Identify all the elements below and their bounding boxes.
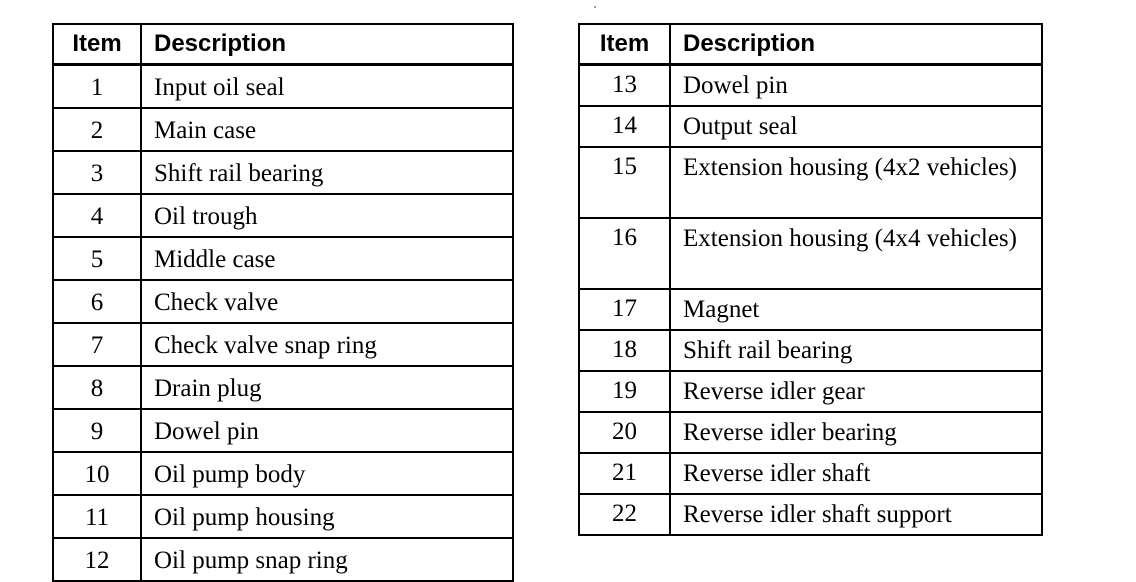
item-number: 16 [579,218,670,289]
item-description: Extension housing (4x2 vehicles) [670,147,1042,218]
item-description: Input oil seal [141,65,513,109]
table-row [53,65,513,109]
item-description: Middle case [141,237,513,280]
item-number: 15 [579,147,670,218]
table-row [579,65,1042,107]
table-row [579,147,1042,218]
item-number: 12 [53,538,141,581]
item-description: Drain plug [141,366,513,409]
item-number: 5 [53,237,141,280]
table-row [579,412,1042,453]
parts-table-right [578,23,1043,536]
header-item: Item [579,24,670,65]
item-description: Reverse idler shaft [670,453,1042,494]
item-number: 10 [53,452,141,495]
item-number: 7 [53,323,141,366]
item-number: 18 [579,330,670,371]
header-item: Item [53,24,141,65]
table-header-row [53,24,513,65]
table-row [53,108,513,151]
item-number: 19 [579,371,670,412]
item-description: Oil pump body [141,452,513,495]
item-description: Shift rail bearing [141,151,513,194]
item-number: 17 [579,289,670,330]
item-description: Oil trough [141,194,513,237]
scan-speck [594,6,596,8]
item-description: Output seal [670,106,1042,147]
item-description: Extension housing (4x4 vehicles) [670,218,1042,289]
item-number: 3 [53,151,141,194]
table-row [53,538,513,581]
item-description: Check valve [141,280,513,323]
table-row [53,366,513,409]
item-number: 14 [579,106,670,147]
item-description: Check valve snap ring [141,323,513,366]
item-description: Dowel pin [670,65,1042,107]
item-number: 9 [53,409,141,452]
table-row [579,453,1042,494]
table-row [53,194,513,237]
table-row [579,494,1042,535]
item-number: 21 [579,453,670,494]
item-description: Oil pump housing [141,495,513,538]
item-number: 13 [579,65,670,107]
parts-table-left [52,23,514,582]
table-row [53,495,513,538]
item-description: Reverse idler bearing [670,412,1042,453]
item-number: 6 [53,280,141,323]
item-description: Reverse idler gear [670,371,1042,412]
item-description: Reverse idler shaft support [670,494,1042,535]
table-row [579,330,1042,371]
item-number: 4 [53,194,141,237]
item-description: Main case [141,108,513,151]
table-row [53,280,513,323]
item-description: Magnet [670,289,1042,330]
table-row [53,323,513,366]
item-description: Shift rail bearing [670,330,1042,371]
item-number: 20 [579,412,670,453]
item-number: 8 [53,366,141,409]
table-header-row [579,24,1042,65]
table-row [579,218,1042,289]
item-description: Dowel pin [141,409,513,452]
item-number: 1 [53,65,141,109]
header-description: Description [141,24,513,65]
table-row [579,289,1042,330]
item-description: Oil pump snap ring [141,538,513,581]
table-row [53,151,513,194]
table-row [53,237,513,280]
table-row [579,106,1042,147]
table-row [579,371,1042,412]
item-number: 22 [579,494,670,535]
item-number: 11 [53,495,141,538]
table-row [53,409,513,452]
header-description: Description [670,24,1042,65]
item-number: 2 [53,108,141,151]
table-row [53,452,513,495]
